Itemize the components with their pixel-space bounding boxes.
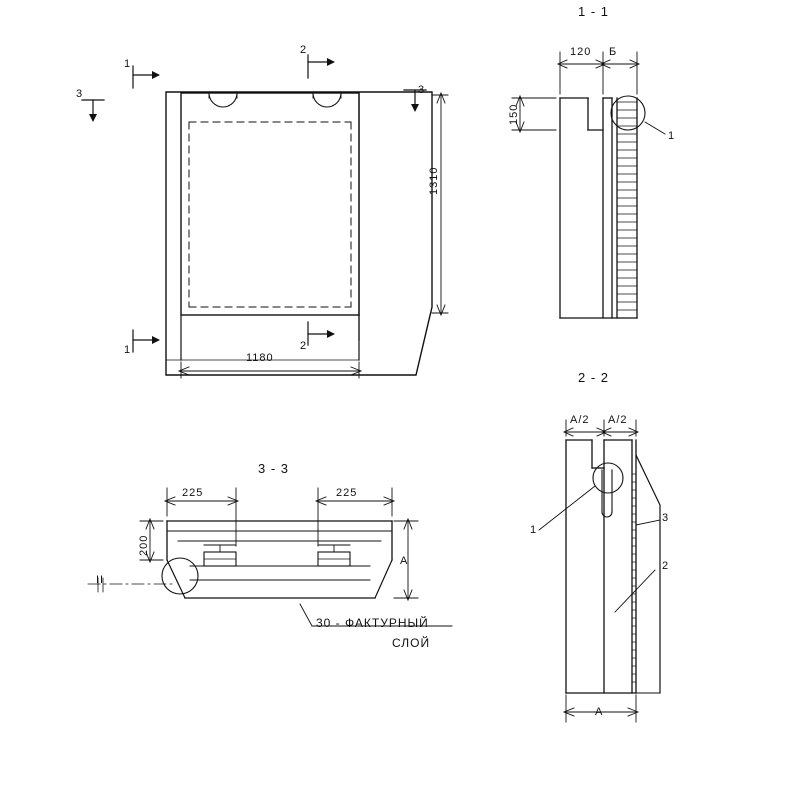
section-3-3-title: 3 - 3: [258, 461, 290, 476]
section-1-1-dim-120: 120: [570, 46, 592, 58]
front-view-dimensions: [179, 93, 448, 378]
front-view-mark-3-left: 3: [76, 88, 84, 100]
section-2-2-dim-a2-left: А/2: [570, 414, 590, 426]
section-1-1-title: 1 - 1: [578, 4, 610, 19]
front-view-width-dimension: 1180: [246, 352, 274, 364]
section-2-2-dim-a2-right: А/2: [608, 414, 628, 426]
section-3-3-dim-200: 200: [138, 534, 150, 556]
texture-layer-note-line-1: 30 - ФАКТУРНЫЙ: [316, 616, 429, 630]
section-1-1-geometry: [512, 52, 665, 318]
front-view-mark-2-bottom: 2: [300, 340, 308, 352]
section-2-2-dim-a-bottom: А: [595, 706, 604, 718]
section-2-2-callout-3: 3: [662, 512, 670, 524]
section-3-3-dim-225-right: 225: [336, 487, 358, 499]
section-3-3-callout-II: II: [96, 574, 105, 586]
section-1-1-callout-1: 1: [668, 130, 676, 142]
front-view-height-dimension: 1310: [428, 166, 440, 195]
section-2-2-callout-1: 1: [530, 524, 538, 536]
section-2-2-callout-2: 2: [662, 560, 670, 572]
front-view-mark-2-top: 2: [300, 44, 308, 56]
front-view-mark-1-top: 1: [124, 58, 132, 70]
texture-layer-note-line-2: СЛОЙ: [392, 636, 431, 650]
section-2-2-title: 2 - 2: [578, 370, 610, 385]
section-1-1-dim-b: Б: [609, 46, 618, 58]
front-view-mark-1-bottom: 1: [124, 344, 132, 356]
front-view-mark-3-right: 3: [418, 84, 426, 96]
section-1-1-dim-150: 150: [508, 103, 520, 125]
section-3-3-geometry: [88, 488, 452, 626]
section-3-3-dim-225-left: 225: [182, 487, 204, 499]
section-3-3-dim-a: А: [400, 555, 409, 567]
section-2-2-geometry: [539, 420, 660, 722]
front-view-geometry: [166, 92, 432, 375]
